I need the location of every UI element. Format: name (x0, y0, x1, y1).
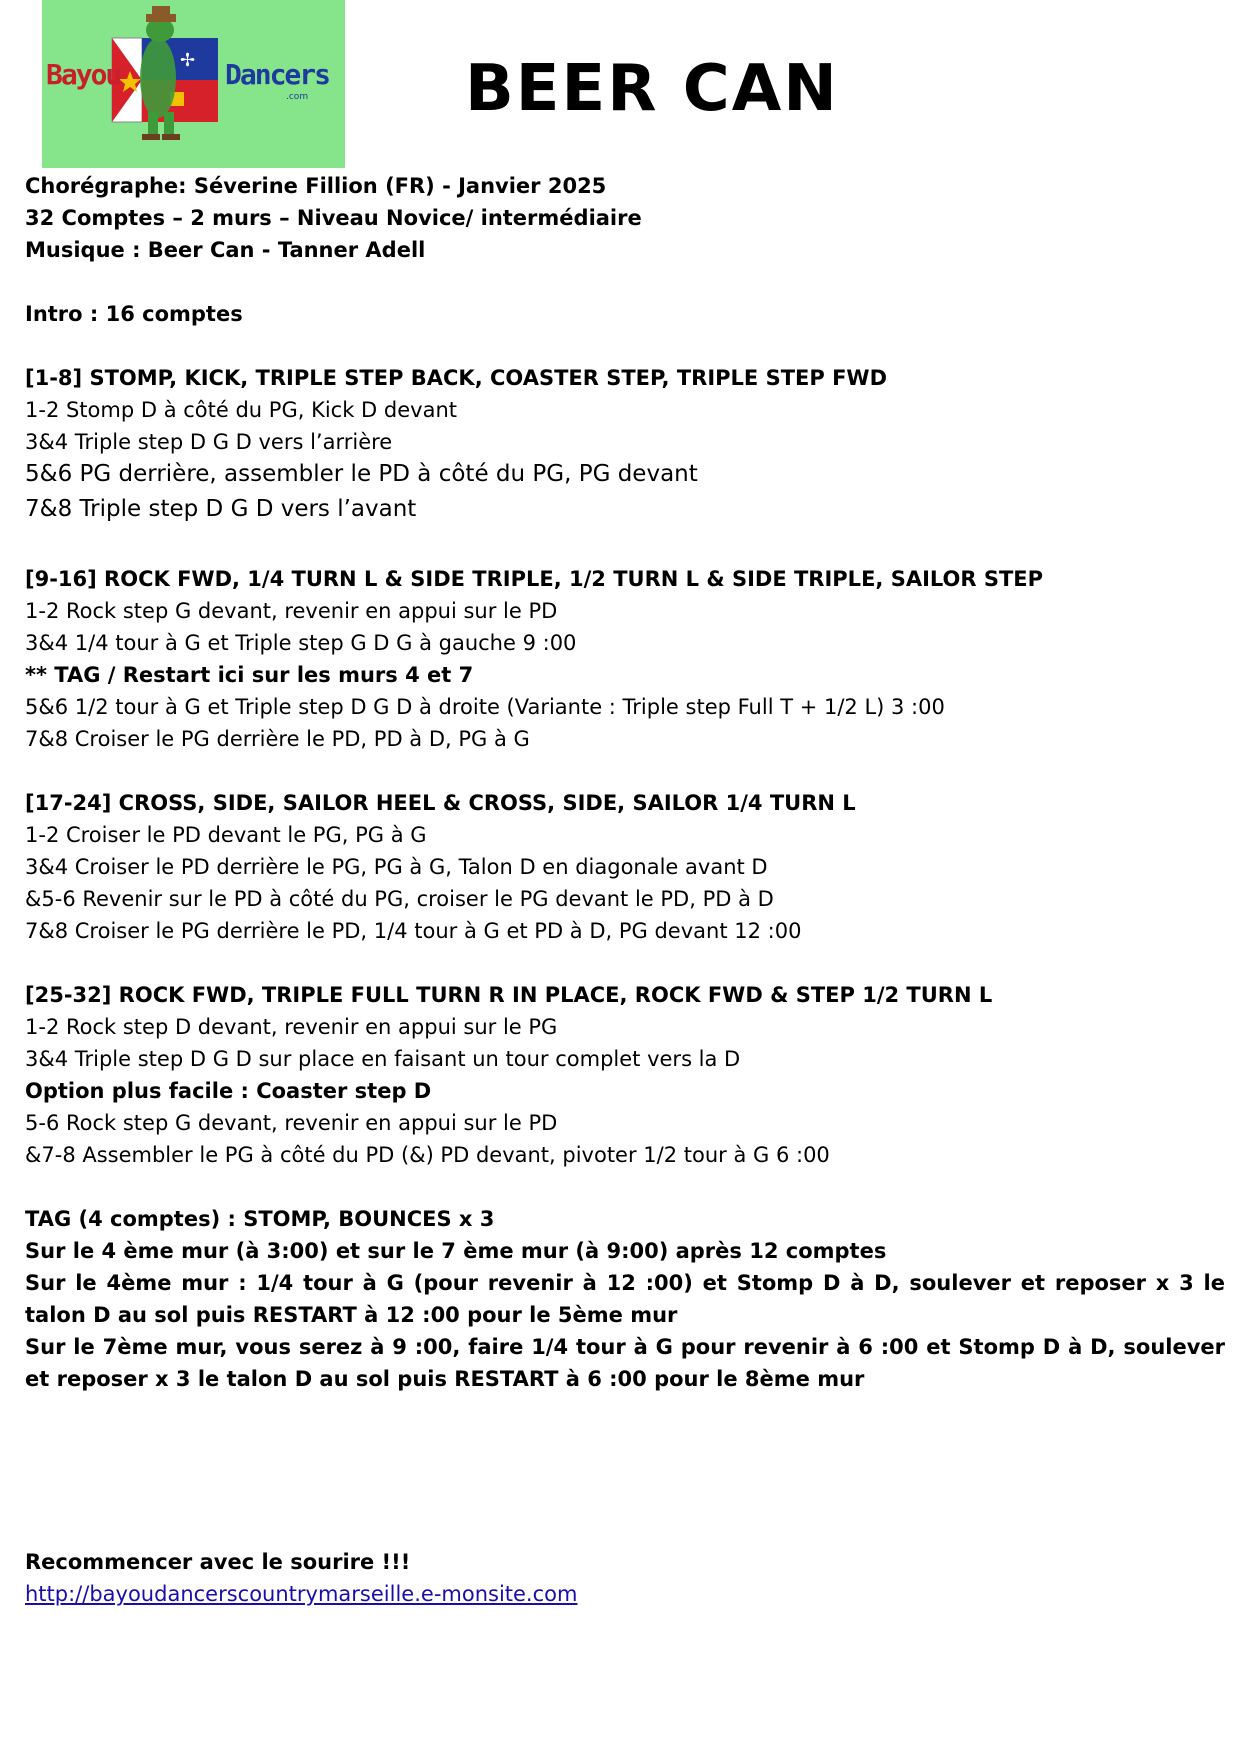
closing-line: Recommencer avec le sourire !!! (25, 1550, 411, 1574)
tag-block (25, 1203, 1225, 1395)
step-line: 5-6 Rock step G devant, revenir en appui sur le PD (25, 1111, 558, 1135)
step-line: &7-8 Assembler le PG à côté du PD (&) PD devant, pivoter 1/2 tour à G 6 :00 (25, 1143, 830, 1167)
step-line: 1-2 Rock step D devant, revenir en appui sur le PG (25, 1015, 558, 1039)
bayou-dancers-logo (42, 0, 345, 168)
easier-option-note: Option plus facile : Coaster step D (25, 1079, 432, 1103)
section-heading: [9-16] ROCK FWD, 1/4 TURN L & SIDE TRIPLE, 1/2 TURN L & SIDE TRIPLE, SAILOR STEP (25, 567, 1044, 591)
page-title: BEER CAN (465, 52, 839, 126)
step-line: 1-2 Rock step G devant, revenir en appui sur le PD (25, 599, 558, 623)
tag-restart-note: ** TAG / Restart ici sur les murs 4 et 7 (25, 663, 474, 687)
step-line: 7&8 Croiser le PG derrière le PD, 1/4 tour à G et PD à D, PG devant 12 :00 (25, 919, 802, 943)
section-heading: [1-8] STOMP, KICK, TRIPLE STEP BACK, COASTER STEP, TRIPLE STEP FWD (25, 366, 888, 390)
section-heading: [25-32] ROCK FWD, TRIPLE FULL TURN R IN PLACE, ROCK FWD & STEP 1/2 TURN L (25, 983, 993, 1007)
logo-suffix: .com (286, 92, 309, 102)
music-line: Musique : Beer Can - Tanner Adell (25, 238, 426, 262)
step-line: 3&4 Croiser le PD derrière le PG, PG à G, Talon D en diagonale avant D (25, 855, 768, 879)
tag-heading: TAG (4 comptes) : STOMP, BOUNCES x 3 (25, 1207, 495, 1231)
step-line: 3&4 Triple step D G D vers l’arrière (25, 430, 393, 454)
step-line: 5&6 PG derrière, assembler le PD à côté du PG, PG devant (25, 461, 698, 487)
step-line: 5&6 1/2 tour à G et Triple step D G D à droite (Variante : Triple step Full T + 1/2 L) 3 :00 (25, 695, 945, 719)
counts-line: 32 Comptes – 2 murs – Niveau Novice/ intermédiaire (25, 206, 642, 230)
step-line: 7&8 Triple step D G D vers l’avant (25, 496, 417, 522)
website-link-wrapper (25, 1580, 577, 1608)
step-line: 3&4 Triple step D G D sur place en faisant un tour complet vers la D (25, 1047, 741, 1071)
tag-line: Sur le 4ème mur : 1/4 tour à G (pour revenir à 12 :00) et Stomp D à D, soulever et reposer x 3 le talon D au sol puis RESTART à 12 :00 pour le 5ème mur (25, 1271, 1225, 1327)
step-line: 7&8 Croiser le PG derrière le PD, PD à D, PG à G (25, 727, 530, 751)
website-link[interactable]: http://bayoudancerscountrymarseille.e-monsite.com (25, 1582, 578, 1606)
section-heading: [17-24] CROSS, SIDE, SAILOR HEEL & CROSS, SIDE, SAILOR 1/4 TURN L (25, 791, 856, 815)
step-line: 1-2 Stomp D à côté du PG, Kick D devant (25, 398, 457, 422)
step-line: 3&4 1/4 tour à G et Triple step G D G à gauche 9 :00 (25, 631, 577, 655)
logo-left-word: Bayou (46, 58, 121, 91)
svg-text:✢: ✢ (180, 50, 196, 71)
tag-line: Sur le 7ème mur, vous serez à 9 :00, faire 1/4 tour à G pour revenir à 6 :00 et Stomp D à D, soulever et reposer x 3 le talon D au sol puis RESTART à 6 :00 pour le 8ème mur (25, 1335, 1225, 1391)
intro-line: Intro : 16 comptes (25, 302, 243, 326)
choreographer-line: Chorégraphe: Séverine Fillion (FR) - Janvier 2025 (25, 174, 607, 198)
logo-right-word: Dancers (225, 58, 330, 91)
step-line: 1-2 Croiser le PD devant le PG, PG à G (25, 823, 427, 847)
tag-line: Sur le 4 ème mur (à 3:00) et sur le 7 ème mur (à 9:00) après 12 comptes (25, 1239, 887, 1263)
step-line: &5-6 Revenir sur le PD à côté du PG, croiser le PG devant le PD, PD à D (25, 887, 774, 911)
